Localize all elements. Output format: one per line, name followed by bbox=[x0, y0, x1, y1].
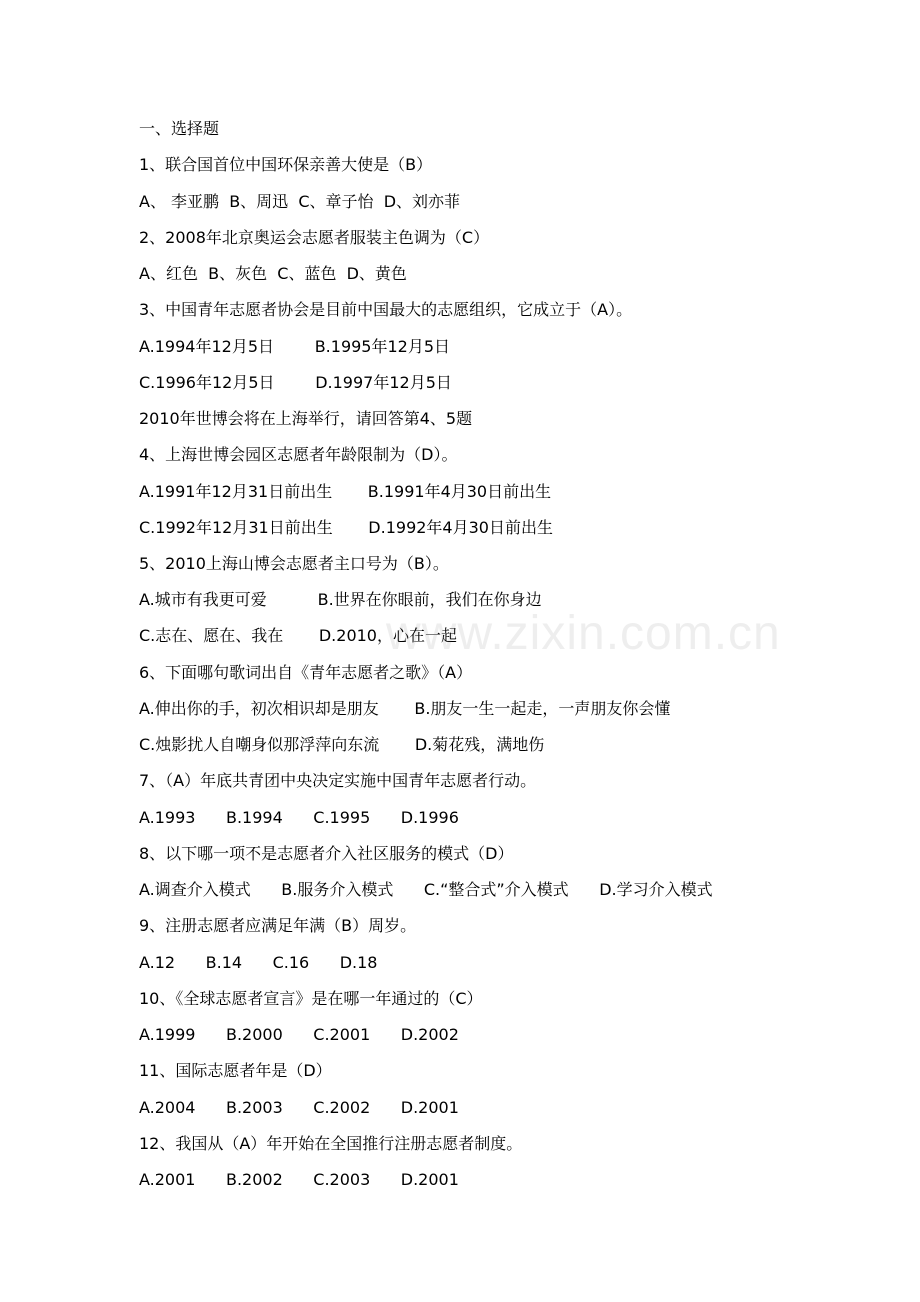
question-5-options-cd: C.志在、愿在、我在 D.2010，心在一起 bbox=[139, 626, 457, 645]
question-12-options: A.2001 B.2002 C.2003 D.2001 bbox=[139, 1170, 459, 1189]
question-10: 10、《全球志愿者宣言》是在哪一年通过的（C） bbox=[139, 989, 483, 1008]
question-9-options: A.12 B.14 C.16 D.18 bbox=[139, 953, 378, 972]
question-11-options: A.2004 B.2003 C.2002 D.2001 bbox=[139, 1098, 459, 1117]
question-3-options-cd: C.1996年12月5日 D.1997年12月5日 bbox=[139, 373, 452, 392]
question-12: 12、我国从（A）年开始在全国推行注册志愿者制度。 bbox=[139, 1134, 523, 1153]
question-8-options: A.调查介入模式 B.服务介入模式 C.“整合式”介入模式 D.学习介入模式 bbox=[139, 880, 713, 899]
question-6: 6、下面哪句歌词出自《青年志愿者之歌》（A） bbox=[139, 663, 473, 682]
expo-note: 2010年世博会将在上海举行，请回答第4、5题 bbox=[139, 409, 473, 428]
question-6-options-ab: A.伸出你的手，初次相识却是朋友 B.朋友一生一起走，一声朋友你会懂 bbox=[139, 699, 671, 718]
question-6-options-cd: C.烛影扰人自嘲身似那浮萍向东流 D.菊花残，满地伤 bbox=[139, 735, 545, 754]
question-4-options-cd: C.1992年12月31日前出生 D.1992年4月30日前出生 bbox=[139, 518, 553, 537]
section-heading: 一、选择题 bbox=[139, 119, 220, 138]
question-5: 5、2010上海山博会志愿者主口号为（B）。 bbox=[139, 554, 449, 573]
question-2-options: A、红色 B、灰色 C、蓝色 D、黄色 bbox=[139, 264, 407, 283]
watermark: www.zixin.com.cn bbox=[386, 607, 781, 660]
question-1-options: A、 李亚鹏 B、周迅 C、章子怡 D、刘亦菲 bbox=[139, 192, 461, 211]
question-11: 11、国际志愿者年是（D） bbox=[139, 1061, 332, 1080]
question-4: 4、上海世博会园区志愿者年龄限制为（D）。 bbox=[139, 445, 458, 464]
question-7: 7、（A）年底共青团中央决定实施中国青年志愿者行动。 bbox=[139, 771, 537, 790]
question-10-options: A.1999 B.2000 C.2001 D.2002 bbox=[139, 1025, 459, 1044]
question-7-options: A.1993 B.1994 C.1995 D.1996 bbox=[139, 808, 459, 827]
question-3-options-ab: A.1994年12月5日 B.1995年12月5日 bbox=[139, 337, 451, 356]
question-2: 2、2008年北京奥运会志愿者服装主色调为（C） bbox=[139, 228, 490, 247]
question-4-options-ab: A.1991年12月31日前出生 B.1991年4月30日前出生 bbox=[139, 482, 552, 501]
question-1: 1、联合国首位中国环保亲善大使是（B） bbox=[139, 155, 433, 174]
question-3: 3、中国青年志愿者协会是目前中国最大的志愿组织，它成立于（A）。 bbox=[139, 300, 633, 319]
question-8: 8、以下哪一项不是志愿者介入社区服务的模式（D） bbox=[139, 844, 514, 863]
question-5-options-ab: A.城市有我更可爱 B.世界在你眼前，我们在你身边 bbox=[139, 590, 542, 609]
question-9: 9、注册志愿者应满足年满（B）周岁。 bbox=[139, 916, 417, 935]
